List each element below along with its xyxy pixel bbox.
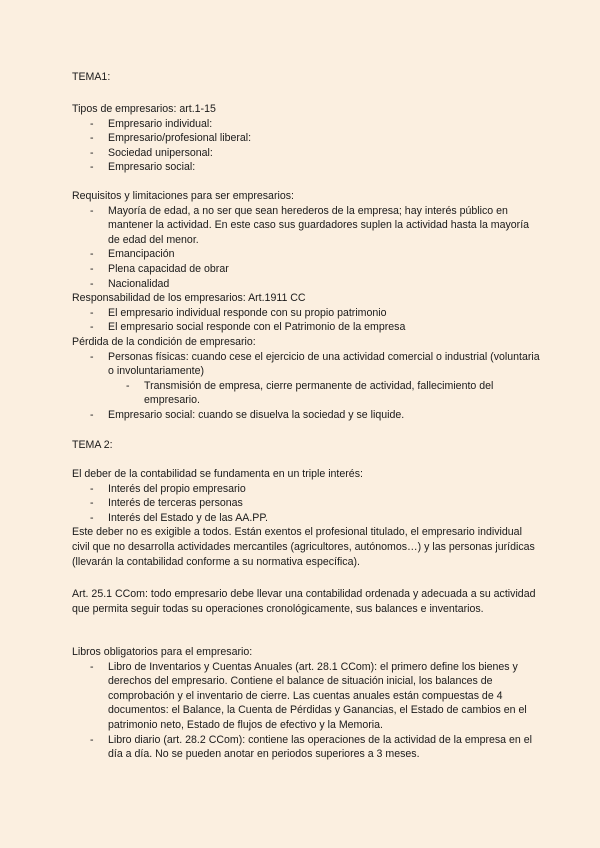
- list-item: - Libro de Inventarios y Cuentas Anuales (art. 28.1 CCom): el primero define los bienes y derechos del empresario. Contiene el balance de situación inicial, los balances de comprobación y el inventario de cierre. Las cuentas anuales están compuestas de 4 documentos: el Balance, la Cuenta de Pérdidas y Ganancias, el Estado de cambios en el patrimonio neto, Estado de flujos de efectivo y la Memoria.: [72, 660, 542, 733]
- requisitos-section: [72, 189, 542, 423]
- exigible-paragraph: Este deber no es exigible a todos. Están exentos el profesional titulado, el empresario individual civil que no desarrolla actividades mercantiles (agricultores, autónomos…) y las personas jurídicas (llevarán la contabilidad conforme a su normativa específica).: [72, 526, 535, 568]
- list-item: - Nacionalidad: [72, 277, 542, 292]
- list-item: - Interés del Estado y de las AA.PP.: [72, 511, 542, 526]
- list-subitem: - Transmisión de empresa, cierre permanente de actividad, fallecimiento del empresario.: [72, 379, 542, 408]
- tema2-title: TEMA 2:: [72, 439, 113, 451]
- libros-section: [72, 645, 542, 762]
- perdida-heading: Pérdida de la condición de empresario:: [72, 335, 256, 348]
- list-item: - Sociedad unipersonal:: [72, 146, 542, 161]
- list-item: - Libro diario (art. 28.2 CCom): contiene las operaciones de la actividad de la empresa en el día a día. No se pueden anotar en periodos superiores a 3 meses.: [72, 733, 542, 762]
- libros-heading: Libros obligatorios para el empresario:: [72, 646, 253, 658]
- tema1-title: TEMA1:: [72, 71, 111, 83]
- list-item: - El empresario social responde con el Patrimonio de la empresa: [72, 320, 542, 335]
- list-item: - Interés de terceras personas: [72, 496, 542, 511]
- tipos-section: [72, 102, 542, 175]
- list-item: - Empresario individual:: [72, 117, 542, 132]
- libros-list: [72, 660, 542, 762]
- deber-list: [72, 482, 542, 526]
- tipos-heading: Tipos de empresarios: art.1-15: [72, 103, 216, 115]
- requisitos-list: [72, 204, 542, 292]
- list-item: - Personas físicas: cuando cese el ejercicio de una actividad comercial o industrial (voluntaria o involuntariamente): [72, 350, 542, 379]
- list-item: - Emancipación: [72, 247, 542, 262]
- list-item: - Empresario social: cuando se disuelva la sociedad y se liquide.: [72, 408, 542, 423]
- tipos-list: [72, 117, 542, 175]
- deber-section: [72, 467, 542, 569]
- perdida-list: [72, 350, 542, 423]
- art25-paragraph: Art. 25.1 CCom: todo empresario debe llevar una contabilidad ordenada y adecuada a su actividad que permita seguir todas su operaciones cronológicamente, sus balances e inventarios.: [72, 588, 536, 615]
- requisitos-heading: Requisitos y limitaciones para ser empresarios:: [72, 190, 294, 202]
- list-item: - Empresario/profesional liberal:: [72, 131, 542, 146]
- list-item: - Empresario social:: [72, 160, 542, 175]
- list-item: - Plena capacidad de obrar: [72, 262, 542, 277]
- list-item: - Mayoría de edad, a no ser que sean herederos de la empresa; hay interés público en mantener la actividad. En este caso sus guardadores suplen la actividad hasta la mayoría de edad del menor.: [72, 204, 542, 248]
- responsabilidad-heading: Responsabilidad de los empresarios: Art.1911 CC: [72, 292, 306, 305]
- list-item: - El empresario individual responde con su propio patrimonio: [72, 306, 542, 321]
- list-item: - Interés del propio empresario: [72, 482, 542, 497]
- responsabilidad-list: [72, 306, 542, 335]
- deber-heading: El deber de la contabilidad se fundamenta en un triple interés:: [72, 468, 363, 480]
